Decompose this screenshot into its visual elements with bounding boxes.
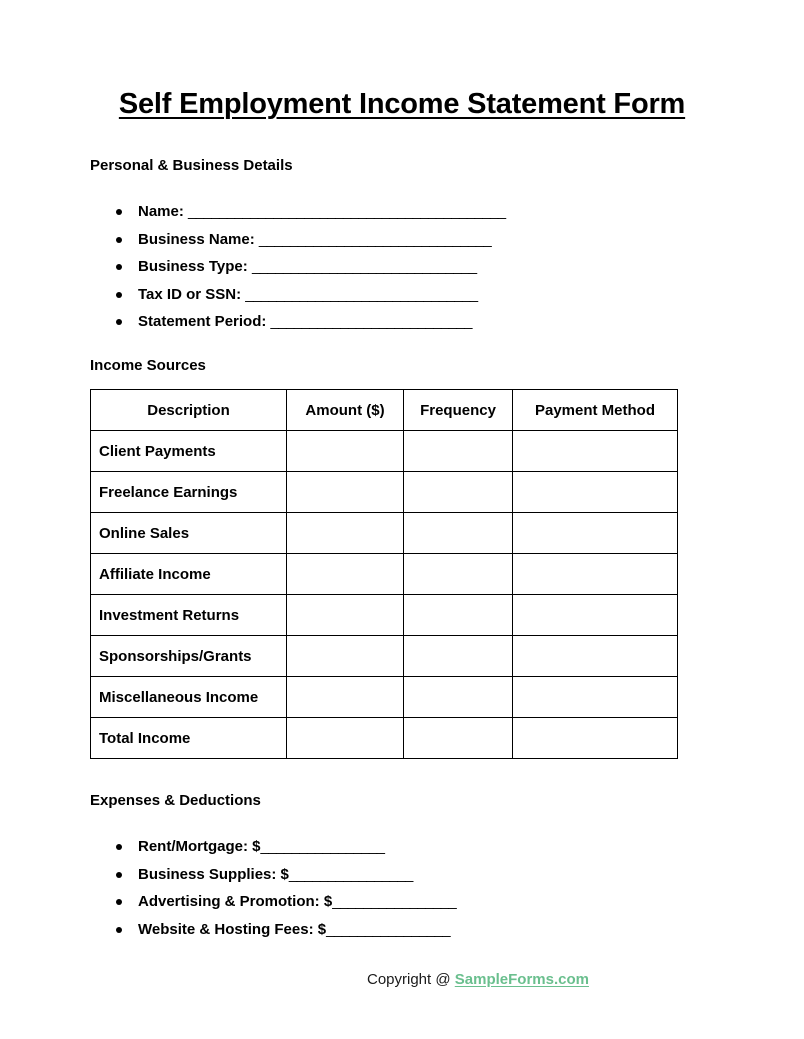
field-label: Business Name: <box>138 230 255 248</box>
list-item <box>110 253 505 281</box>
list-item <box>110 308 505 336</box>
bullet-icon <box>116 209 122 215</box>
copyright-text: Copyright @ <box>367 971 455 988</box>
section-heading-expenses-deductions: Expenses & Deductions <box>90 792 261 809</box>
cell-frequency[interactable] <box>404 472 513 513</box>
bullet-icon <box>116 292 122 298</box>
fill-in-blank[interactable]: ______________________________ <box>245 285 478 303</box>
column-header-description: Description <box>91 390 287 431</box>
table-row <box>91 718 678 759</box>
cell-payment-method[interactable] <box>513 636 678 677</box>
footer <box>0 969 804 991</box>
cell-payment-method[interactable] <box>513 472 678 513</box>
cell-frequency[interactable] <box>404 513 513 554</box>
cell-description: Freelance Earnings <box>91 472 287 513</box>
section-heading-income-sources: Income Sources <box>90 357 206 374</box>
cell-amount[interactable] <box>287 554 404 595</box>
cell-amount[interactable] <box>287 636 404 677</box>
cell-frequency[interactable] <box>404 431 513 472</box>
column-header-payment-method: Payment Method <box>513 390 678 431</box>
sampleforms-link[interactable]: SampleForms.com <box>454 971 589 988</box>
personal-details-list <box>110 198 505 336</box>
page-title-text: Self Employment Income Statement Form <box>118 88 686 120</box>
cell-amount[interactable] <box>287 472 404 513</box>
fill-in-blank[interactable]: ________________ <box>260 838 385 855</box>
column-header-amount: Amount ($) <box>287 390 404 431</box>
field-label: Tax ID or SSN: <box>138 285 242 303</box>
table-row <box>91 431 678 472</box>
fill-in-blank[interactable]: ______________________________ <box>258 230 492 248</box>
list-item <box>110 888 456 916</box>
list-item <box>110 916 456 944</box>
page-title <box>0 86 804 122</box>
column-header-frequency: Frequency <box>404 390 513 431</box>
field-label: Name: <box>138 203 184 220</box>
list-item <box>110 833 456 861</box>
cell-frequency[interactable] <box>404 718 513 759</box>
cell-payment-method[interactable] <box>513 595 678 636</box>
table-row <box>91 595 678 636</box>
income-sources-table <box>90 389 678 759</box>
field-label: Website & Hosting Fees: $ <box>138 920 327 938</box>
table-row <box>91 472 678 513</box>
fill-in-blank[interactable]: __________________________ <box>270 313 472 331</box>
table-row <box>91 554 678 595</box>
list-item <box>110 861 456 889</box>
cell-description: Investment Returns <box>91 595 287 636</box>
cell-amount[interactable] <box>287 513 404 554</box>
cell-description: Online Sales <box>91 513 287 554</box>
cell-description: Total Income <box>91 718 287 759</box>
cell-description: Client Payments <box>91 431 287 472</box>
cell-frequency[interactable] <box>404 554 513 595</box>
bullet-icon <box>116 899 122 905</box>
bullet-icon <box>116 264 122 270</box>
cell-frequency[interactable] <box>404 595 513 636</box>
expenses-deductions-list <box>110 833 456 943</box>
cell-description: Sponsorships/Grants <box>91 636 287 677</box>
cell-payment-method[interactable] <box>513 431 678 472</box>
table-header-row <box>91 390 678 431</box>
field-label: Statement Period: <box>138 313 267 331</box>
cell-amount[interactable] <box>287 595 404 636</box>
cell-frequency[interactable] <box>404 677 513 718</box>
section-heading-personal-business-details: Personal & Business Details <box>90 157 293 174</box>
cell-amount[interactable] <box>287 431 404 472</box>
fill-in-blank[interactable]: ________________ <box>332 893 457 911</box>
field-label: Business Supplies: $ <box>138 865 289 883</box>
bullet-icon <box>116 319 122 325</box>
fill-in-blank[interactable]: ________________ <box>326 920 450 938</box>
fill-in-blank[interactable]: ________________ <box>288 865 413 883</box>
cell-amount[interactable] <box>287 718 404 759</box>
cell-amount[interactable] <box>287 677 404 718</box>
cell-payment-method[interactable] <box>513 718 678 759</box>
list-item <box>110 198 505 226</box>
table-row <box>91 513 678 554</box>
list-item <box>110 281 505 309</box>
cell-payment-method[interactable] <box>513 554 678 595</box>
field-label: Rent/Mortgage: $ <box>138 838 261 855</box>
list-item <box>110 226 505 254</box>
cell-description: Affiliate Income <box>91 554 287 595</box>
cell-description: Miscellaneous Income <box>91 677 287 718</box>
bullet-icon <box>116 927 122 933</box>
bullet-icon <box>116 844 122 850</box>
cell-payment-method[interactable] <box>513 677 678 718</box>
bullet-icon <box>116 872 122 878</box>
cell-frequency[interactable] <box>404 636 513 677</box>
field-label: Business Type: <box>138 258 248 276</box>
table-row <box>91 677 678 718</box>
bullet-icon <box>116 237 122 243</box>
table-row <box>91 636 678 677</box>
field-label: Advertising & Promotion: $ <box>138 893 333 911</box>
fill-in-blank[interactable]: _________________________________________ <box>188 203 506 220</box>
cell-payment-method[interactable] <box>513 513 678 554</box>
fill-in-blank[interactable]: _____________________________ <box>251 258 477 276</box>
